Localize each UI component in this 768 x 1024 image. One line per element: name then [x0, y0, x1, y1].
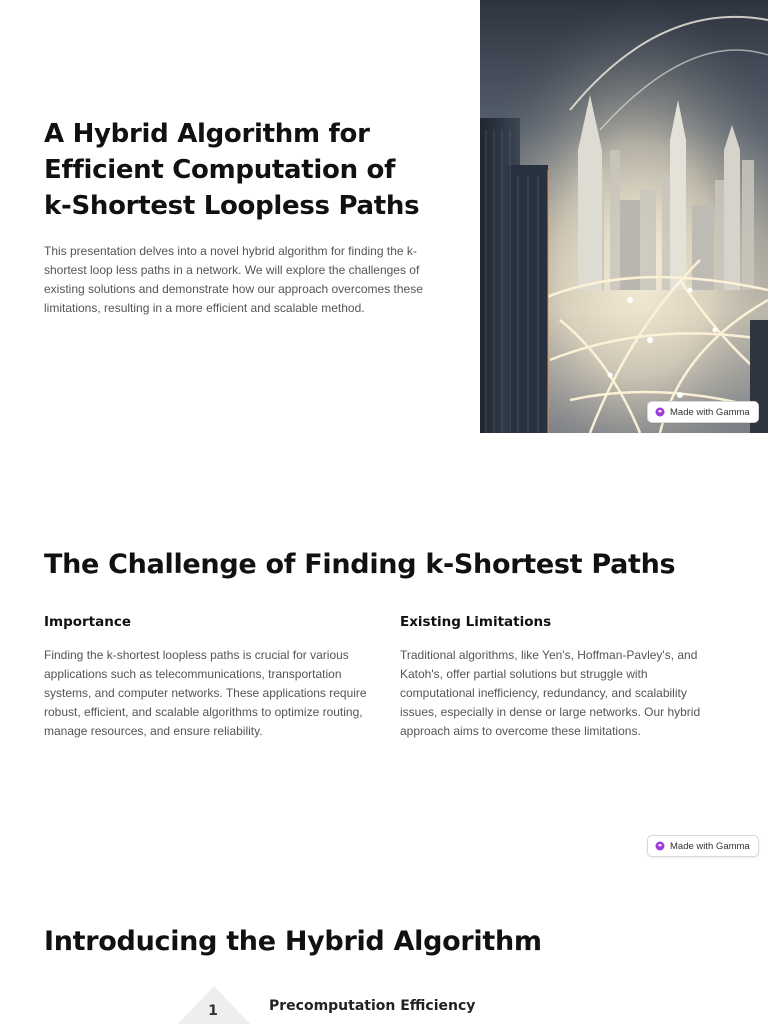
title-line-1: A Hybrid Algorithm for: [44, 119, 370, 149]
title-line-2: Efficient Computation of: [44, 155, 396, 185]
made-with-gamma-badge-2[interactable]: [647, 835, 759, 857]
step-number: 1: [208, 1003, 218, 1019]
hero-city-image: [480, 0, 768, 433]
gamma-logo-icon: [655, 407, 665, 417]
intro-description: This presentation delves into a novel hybrid algorithm for finding the k-shortest loop less paths in a network. We will explore the challenges of existing solutions and demonstrate how our approach overcomes these limitations, resulting in a more efficient and scalable method.: [44, 244, 423, 315]
step-title: Precomputation Efficiency: [269, 998, 476, 1014]
page-title: [44, 116, 464, 224]
city-network-illustration: [480, 0, 768, 433]
hybrid-algorithm-heading: Introducing the Hybrid Algorithm: [44, 926, 542, 957]
importance-heading: Importance: [44, 614, 132, 630]
badge-label: Made with Gamma: [670, 406, 750, 418]
importance-text: Finding the k-shortest loopless paths is crucial for various applications such as telecommunications, transportation systems, and computer networks. These applications require robust, efficient, and scalable algorithms to optimize routing, manage resources, and ensure reliability.: [44, 648, 367, 738]
limitations-heading: Existing Limitations: [400, 614, 552, 630]
slide-title: [0, 0, 768, 433]
made-with-gamma-badge[interactable]: [647, 401, 759, 423]
badge-label: Made with Gamma: [670, 840, 750, 852]
title-line-3: k-Shortest Loopless Paths: [44, 191, 420, 221]
gamma-logo-icon: [655, 841, 665, 851]
challenge-heading: The Challenge of Finding k-Shortest Paths: [44, 549, 676, 580]
limitations-text: Traditional algorithms, like Yen's, Hoffman-Pavley's, and Katoh's, offer partial solutions but struggle with computational inefficiency, redundancy, and scalability issues, especially in dense or large networks. Our hybrid approach aims to overcome these limitations.: [400, 648, 701, 738]
